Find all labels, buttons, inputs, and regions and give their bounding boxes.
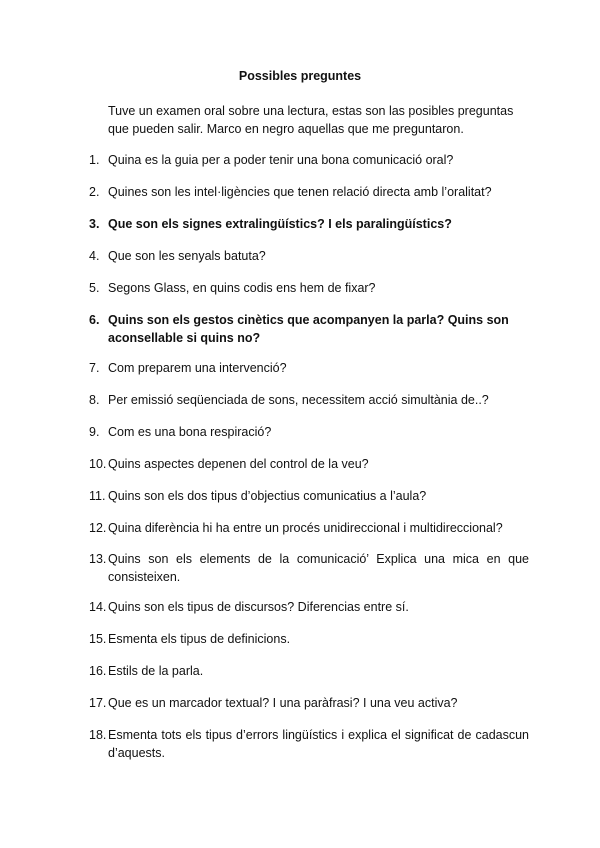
list-item: [89, 183, 529, 201]
item-number: 9.: [89, 425, 100, 439]
list-item: [89, 630, 529, 648]
item-number: 8.: [89, 393, 100, 407]
item-number: 3.: [89, 217, 100, 231]
item-text: Segons Glass, en quins codis ens hem de fixar?: [108, 281, 376, 295]
item-number: 17.: [89, 696, 107, 710]
list-item: [89, 423, 529, 441]
item-number: 12.: [89, 521, 107, 535]
list-item: [89, 550, 529, 586]
item-text: Quins son els gestos cinètics que acompanyen la parla? Quins son aconsellable si quins no?: [108, 313, 509, 345]
list-item: [89, 215, 529, 233]
item-text: Com preparem una intervenció?: [108, 361, 287, 375]
item-text: Quines son les intel·ligències que tenen relació directa amb l’oralitat?: [108, 185, 492, 199]
item-text: Estils de la parla.: [108, 664, 204, 678]
list-item: [89, 455, 529, 473]
item-text: Esmenta tots els tipus d’errors lingüístics i explica el significat de cadascun d’aquests.: [108, 728, 529, 760]
item-number: 14.: [89, 600, 107, 614]
item-text: Que son els signes extralingüístics? I els paralingüístics?: [108, 217, 452, 231]
item-text: Quina es la guia per a poder tenir una bona comunicació oral?: [108, 153, 454, 167]
list-item: [89, 279, 529, 297]
item-text: Com es una bona respiració?: [108, 425, 272, 439]
list-item: [89, 519, 529, 537]
item-text: Que son les senyals batuta?: [108, 249, 266, 263]
item-number: 1.: [89, 153, 100, 167]
item-text: Que es un marcador textual? I una paràfrasi? I una veu activa?: [108, 696, 458, 710]
list-item: [89, 726, 529, 762]
item-number: 4.: [89, 249, 100, 263]
item-number: 18.: [89, 728, 107, 742]
item-text: Esmenta els tipus de definicions.: [108, 632, 291, 646]
item-number: 16.: [89, 664, 107, 678]
list-item: [89, 247, 529, 265]
item-number: 15.: [89, 632, 107, 646]
item-text: Quins son els elements de la comunicació’ Explica una mica en que consisteixen.: [108, 552, 529, 584]
item-number: 7.: [89, 361, 100, 375]
item-number: 2.: [89, 185, 100, 199]
list-item: [89, 662, 529, 680]
item-number: 11.: [89, 489, 106, 503]
item-text: Quina diferència hi ha entre un procés unidireccional i multidireccional?: [108, 521, 503, 535]
item-text: Per emissió seqüenciada de sons, necessitem acció simultània de..?: [108, 393, 489, 407]
intro-paragraph: Tuve un examen oral sobre una lectura, estas son las posibles preguntas que pueden salir. Marco en negro aquellas que me preguntaron.: [108, 104, 514, 136]
item-number: 13.: [89, 552, 107, 566]
list-item: [89, 598, 529, 616]
item-text: Quins aspectes depenen del control de la veu?: [108, 457, 369, 471]
item-text: Quins son els dos tipus d’objectius comunicatius a l’aula?: [108, 489, 427, 503]
page-title: Possibles preguntes: [238, 69, 362, 83]
item-text: Quins son els tipus de discursos? Diferencias entre sí.: [108, 600, 409, 614]
item-number: 6.: [89, 313, 100, 327]
list-item: [89, 311, 529, 347]
item-number: 5.: [89, 281, 100, 295]
list-item: [89, 391, 529, 409]
list-item: [89, 487, 529, 505]
list-item: [89, 694, 529, 712]
list-item: [89, 359, 529, 377]
item-number: 10.: [89, 457, 107, 471]
list-item: [89, 151, 529, 169]
